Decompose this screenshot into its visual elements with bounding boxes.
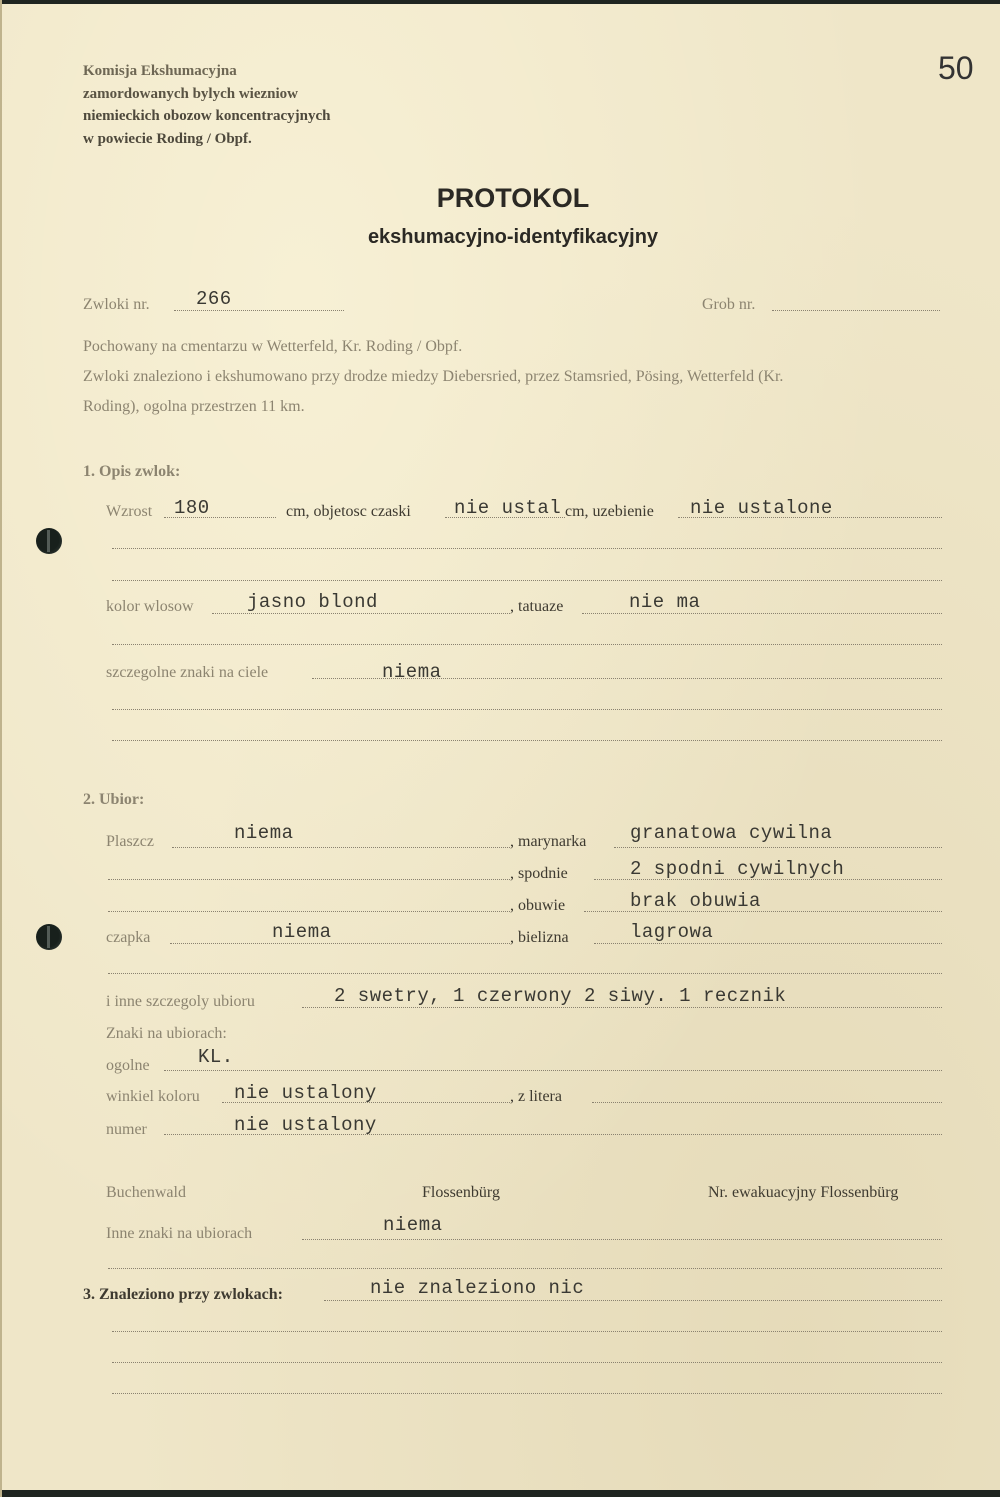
ogolne-line xyxy=(164,1070,942,1071)
blank-line xyxy=(112,644,942,645)
bielizna-value: lagrowa xyxy=(630,921,714,943)
zwloki-label: Zwloki nr. xyxy=(83,296,150,313)
tatuaze-value: nie ma xyxy=(629,591,701,613)
inne-znaki-label: Inne znaki na ubiorach xyxy=(106,1225,253,1242)
znaki-ubior-label: Znaki na ubiorach: xyxy=(106,1025,227,1042)
inne-znaki-line xyxy=(302,1239,942,1240)
section3-heading: 3. Znaleziono przy zwlokach: xyxy=(83,1286,283,1303)
wzrost-value: 180 xyxy=(174,497,210,519)
ogolne-label: ogolne xyxy=(106,1057,150,1074)
ogolne-value: KL. xyxy=(198,1046,234,1068)
blank-line xyxy=(108,973,942,974)
grob-label: Grob nr. xyxy=(702,296,756,313)
marynarka-label: , marynarka xyxy=(510,833,587,850)
section2-heading: 2. Ubior: xyxy=(83,791,145,808)
header-line-2: zamordowanych bylych wiezniow xyxy=(83,86,298,102)
winkiel-label: winkiel koloru xyxy=(106,1088,200,1105)
scan-bottom-edge xyxy=(2,1490,1000,1497)
zwloki-value: 266 xyxy=(196,288,232,310)
uzebienie-value: nie ustalone xyxy=(690,497,833,519)
burial-line-3: Roding), ogolna przestrzen 11 km. xyxy=(83,398,305,415)
numer-label: numer xyxy=(106,1121,147,1138)
burial-line-1: Pochowany na cmentarzu w Wetterfeld, Kr. Roding / Obpf. xyxy=(83,338,463,355)
ewakuacyjny-label: Nr. ewakuacyjny Flossenbürg xyxy=(708,1184,899,1201)
czapka-value: niema xyxy=(272,921,332,943)
uzebienie-label: cm, uzebienie xyxy=(565,503,654,520)
inne-line xyxy=(302,1007,942,1008)
binder-hole xyxy=(36,528,62,554)
document-subtitle: ekshumacyjno-identyfikacyjny xyxy=(367,226,659,248)
blank-line xyxy=(108,911,510,912)
inne-label: i inne szczegoly ubioru xyxy=(106,993,255,1010)
blank-line xyxy=(112,740,942,741)
obuwie-value: brak obuwia xyxy=(630,890,761,912)
blank-line xyxy=(112,709,942,710)
marynarka-line xyxy=(614,847,942,848)
section1-heading: 1. Opis zwlok: xyxy=(83,463,181,480)
znaki-label: szczegolne znaki na ciele xyxy=(106,664,269,681)
litera-line xyxy=(592,1102,942,1103)
plaszcz-value: niema xyxy=(234,822,294,844)
blank-line xyxy=(112,1331,942,1332)
spodnie-value: 2 spodni cywilnych xyxy=(630,858,845,880)
grob-line xyxy=(772,310,940,311)
buchenwald-label: Buchenwald xyxy=(106,1184,186,1201)
tatuaze-line xyxy=(582,613,942,614)
zwloki-line xyxy=(174,310,344,311)
litera-label: , z litera xyxy=(510,1088,562,1105)
blank-line xyxy=(112,1362,942,1363)
czaski-value: nie ustal xyxy=(454,497,562,519)
header-line-1: Komisja Ekshumacyjna xyxy=(83,63,237,79)
obuwie-label: , obuwie xyxy=(510,897,566,914)
numer-value: nie ustalony xyxy=(234,1114,377,1136)
page-number: 50 xyxy=(938,50,974,86)
wlosy-line xyxy=(212,613,510,614)
plaszcz-label: Plaszcz xyxy=(106,833,154,850)
winkiel-value: nie ustalony xyxy=(234,1082,377,1104)
blank-line xyxy=(108,879,510,880)
czapka-label: czapka xyxy=(106,929,151,946)
blank-line xyxy=(112,580,942,581)
znaki-value: niema xyxy=(382,661,442,683)
blank-line xyxy=(112,548,942,549)
wlosy-value: jasno blond xyxy=(247,591,378,613)
section3-line xyxy=(324,1300,942,1301)
tatuaze-label: , tatuaze xyxy=(510,598,564,615)
bielizna-label: , bielizna xyxy=(510,929,569,946)
spodnie-label: , spodnie xyxy=(510,865,568,882)
bielizna-line xyxy=(594,943,942,944)
scan-top-edge xyxy=(2,0,1000,4)
wzrost-label: Wzrost xyxy=(106,503,153,520)
document-title: PROTOKOL xyxy=(436,183,590,213)
header-line-4: w powiecie Roding / Obpf. xyxy=(83,131,252,147)
wlosy-label: kolor wlosow xyxy=(106,598,194,615)
inne-znaki-value: niema xyxy=(383,1214,443,1236)
czaski-label: cm, objetosc czaski xyxy=(286,503,411,520)
blank-line xyxy=(108,1268,942,1269)
inne-value: 2 swetry, 1 czerwony 2 siwy. 1 recznik xyxy=(334,985,787,1007)
czapka-line xyxy=(170,943,510,944)
flossenburg-label: Flossenbürg xyxy=(422,1184,500,1201)
binder-hole xyxy=(36,924,62,950)
burial-line-2: Zwloki znaleziono i ekshumowano przy drodze miedzy Diebersried, przez Stamsried, Pösing, Wetterfeld (Kr. xyxy=(83,368,784,385)
marynarka-value: granatowa cywilna xyxy=(630,822,833,844)
header-line-3: niemieckich obozow koncentracyjnych xyxy=(83,108,331,124)
section3-value: nie znaleziono nic xyxy=(370,1277,585,1299)
blank-line xyxy=(112,1393,942,1394)
plaszcz-line xyxy=(172,847,510,848)
